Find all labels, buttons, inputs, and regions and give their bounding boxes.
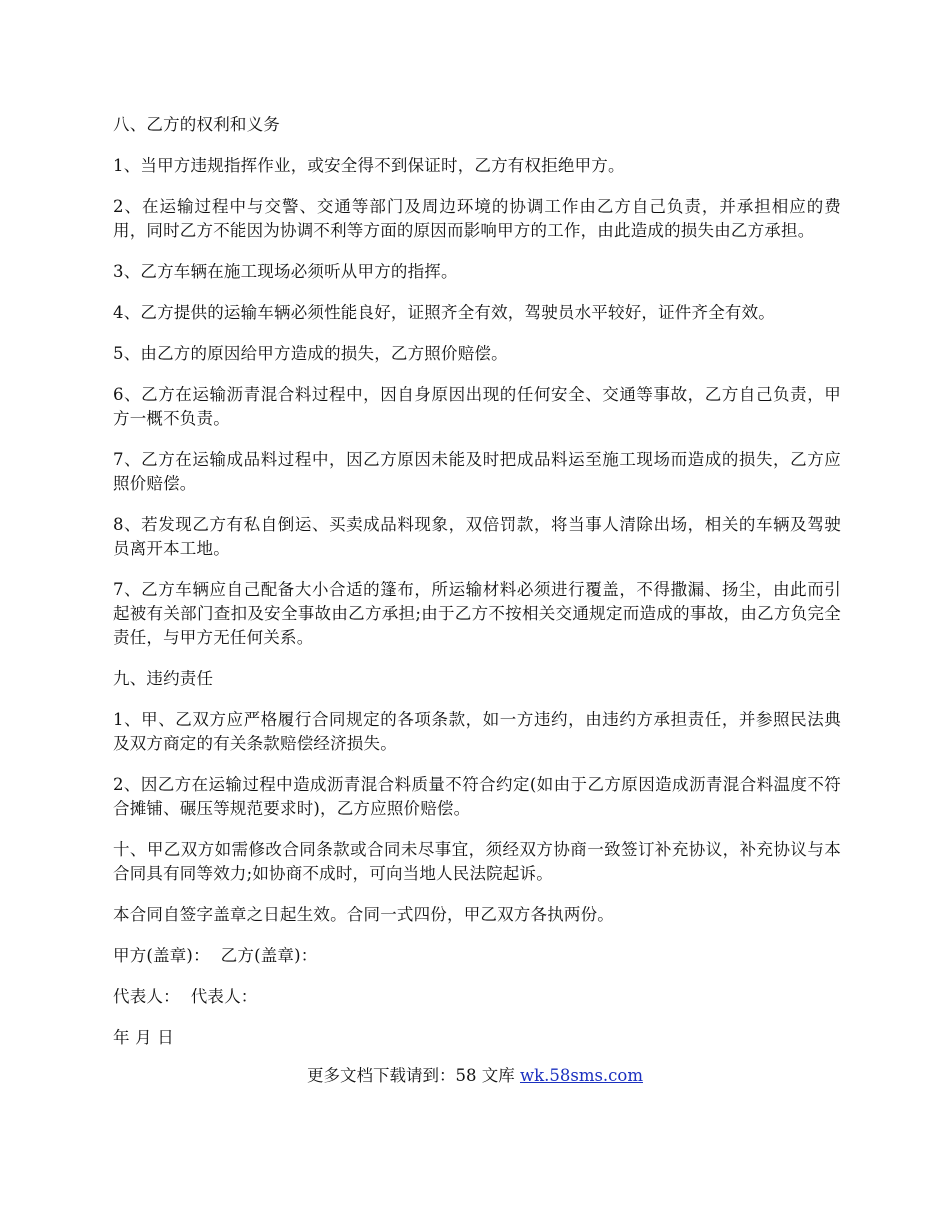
signature-representatives: 代表人： 代表人： [113, 987, 258, 1006]
signature-parties: 甲方(盖章)： 乙方(盖章)： [113, 946, 318, 965]
section-8-item-2: 2、在运输过程中与交警、交通等部门及周边环境的协调工作由乙方自己负责，并承担相应的费用，同时乙方不能因为协调不利等方面的原因而影响甲方的工作，由此造成的损失由乙方承担。 [113, 197, 841, 240]
section-8-item-3: 3、乙方车辆在施工现场必须听从甲方的指挥。 [113, 262, 458, 281]
section-8-item-6: 6、乙方在运输沥青混合料过程中，因自身原因出现的任何安全、交通等事故，乙方自己负责，甲方一概不负责。 [113, 385, 841, 428]
footer-link[interactable]: wk.58sms.com [519, 1066, 643, 1085]
signature-date: 年 月 日 [113, 1028, 174, 1047]
section-8-item-9: 7、乙方车辆应自己配备大小合适的篷布，所运输材料必须进行覆盖，不得撒漏、扬尘，由此而引起被有关部门查扣及安全事故由乙方承担;由于乙方不按相关交通规定而造成的事故，由乙方负完全责任，与甲方无任何关系。 [113, 580, 841, 647]
footer-text: 更多文档下载请到：58 文库 [306, 1066, 520, 1085]
section-10: 十、甲乙双方如需修改合同条款或合同未尽事宜，须经双方协商一致签订补充协议，补充协议与本合同具有同等效力;如协商不成时，可向当地人民法院起诉。 [113, 840, 841, 883]
section-8-item-1: 1、当甲方违规指挥作业，或安全得不到保证时，乙方有权拒绝甲方。 [113, 156, 625, 175]
section-8-heading: 八、乙方的权利和义务 [113, 115, 280, 134]
section-9-item-2: 2、因乙方在运输过程中造成沥青混合料质量不符合约定(如由于乙方原因造成沥青混合料温度不符合摊铺、碾压等规范要求时)，乙方应照价赔偿。 [113, 775, 841, 818]
section-8-item-4: 4、乙方提供的运输车辆必须性能良好，证照齐全有效，驾驶员水平较好，证件齐全有效。 [113, 303, 775, 322]
effective-clause: 本合同自签字盖章之日起生效。合同一式四份，甲乙双方各执两份。 [113, 905, 614, 924]
section-8-item-5: 5、由乙方的原因给甲方造成的损失，乙方照价赔偿。 [113, 344, 508, 363]
section-8-item-8: 8、若发现乙方有私自倒运、买卖成品料现象，双倍罚款，将当事人清除出场，相关的车辆及驾驶员离开本工地。 [113, 515, 841, 558]
section-9-item-1: 1、甲、乙双方应严格履行合同规定的各项条款，如一方违约，由违约方承担责任，并参照民法典及双方商定的有关条款赔偿经济损失。 [113, 710, 841, 753]
section-9-heading: 九、违约责任 [113, 669, 214, 688]
footer [0, 1064, 950, 1088]
section-8-item-7: 7、乙方在运输成品料过程中，因乙方原因未能及时把成品料运至施工现场而造成的损失，乙方应照价赔偿。 [113, 450, 841, 493]
contract-page [113, 113, 841, 1067]
